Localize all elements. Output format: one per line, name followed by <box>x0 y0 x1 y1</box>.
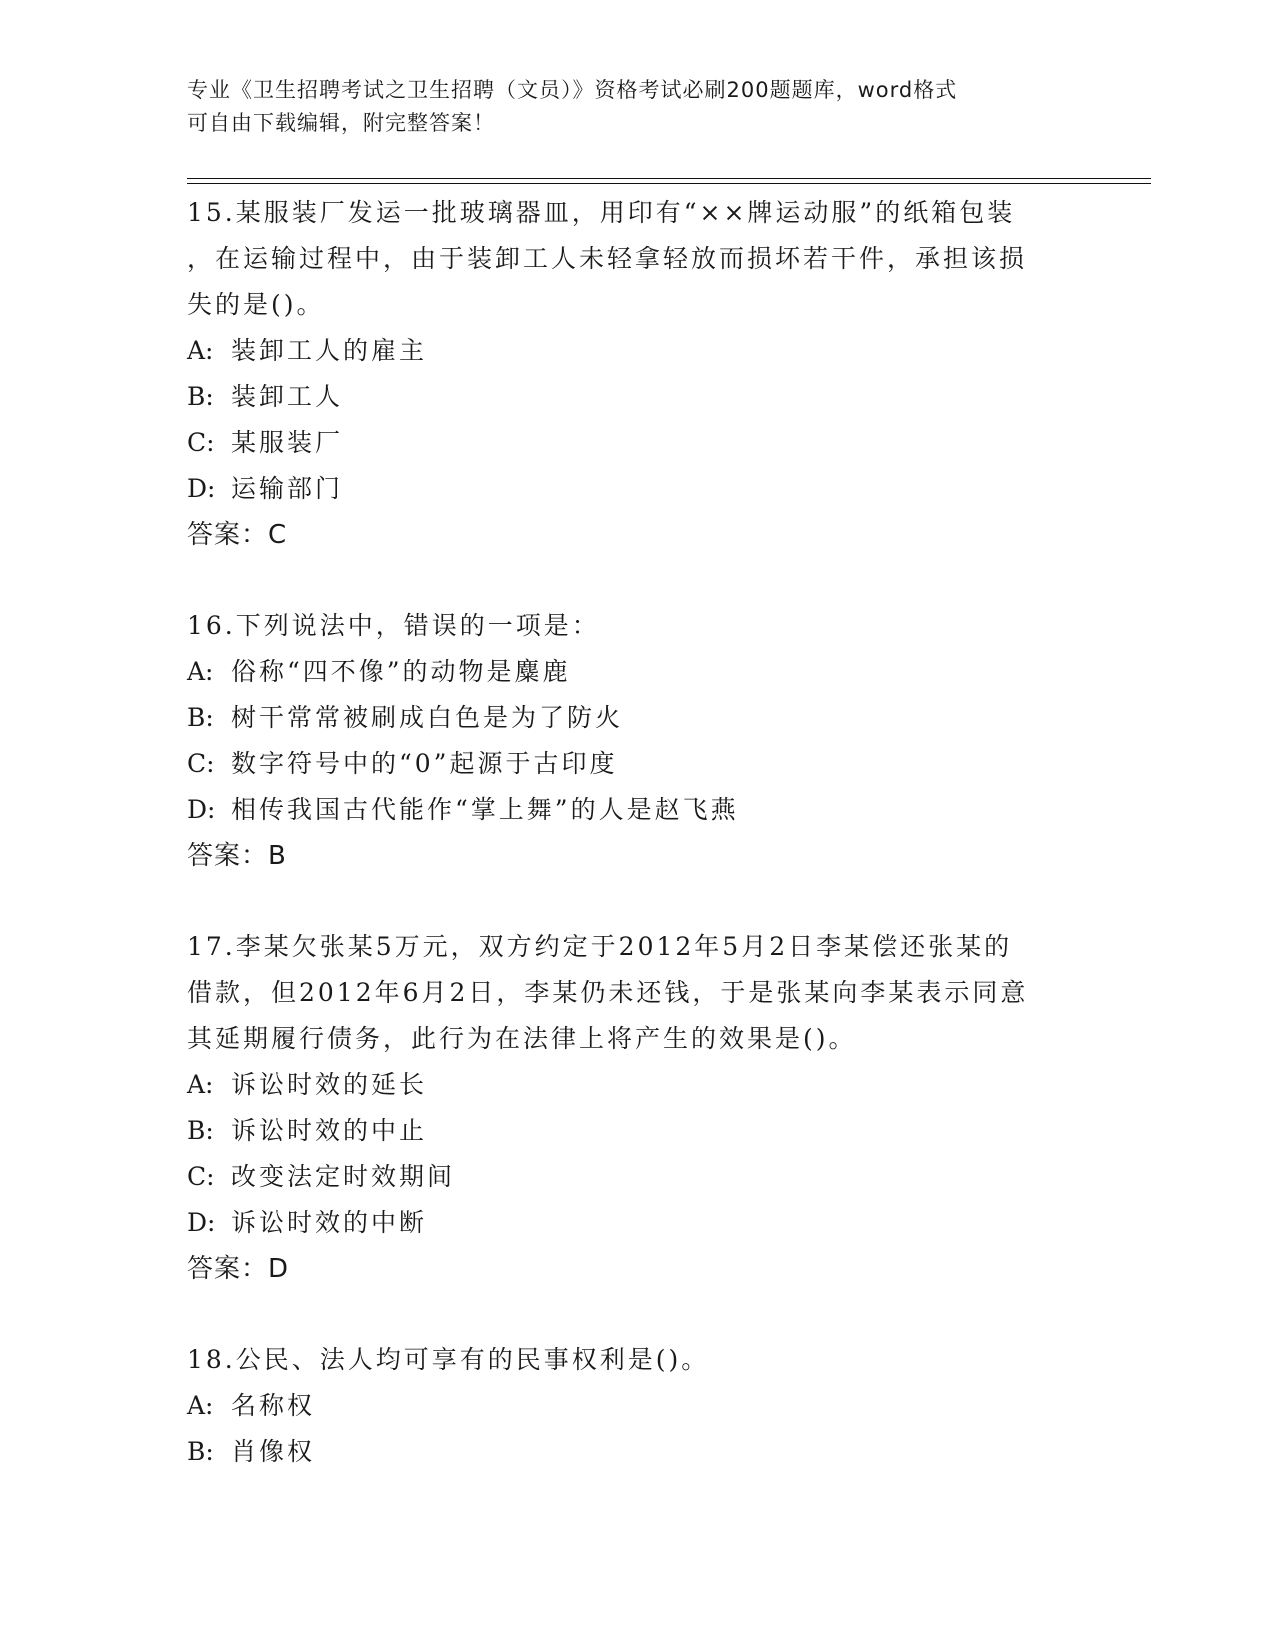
option-a <box>187 328 1087 374</box>
answer-line: 答案：D <box>187 1254 290 1284</box>
option-a <box>187 649 1087 695</box>
option-text: 装卸工人 <box>231 382 344 411</box>
option-text: 肖像权 <box>231 1437 316 1466</box>
option-letter: D: <box>187 795 216 824</box>
option-letter: C: <box>187 1162 215 1191</box>
option-text: 数字符号中的“0”起源于古印度 <box>231 749 618 778</box>
answer-line: 答案：C <box>187 520 288 550</box>
option-d <box>187 787 1087 833</box>
option-text: 诉讼时效的中止 <box>231 1116 428 1145</box>
question-stem-line: 借款，但2012年6月2日，李某仍未还钱，于是张某向李某表示同意 <box>187 978 1029 1007</box>
option-letter: D: <box>187 474 216 503</box>
option-a <box>187 1383 1087 1429</box>
option-text: 名称权 <box>231 1391 316 1420</box>
option-letter: A: <box>187 657 214 686</box>
question-stem-line: 其延期履行债务，此行为在法律上将产生的效果是()。 <box>187 1024 857 1053</box>
option-text: 诉讼时效的延长 <box>231 1070 428 1099</box>
option-d <box>187 1200 1087 1246</box>
header-divider-bottom <box>187 183 1151 184</box>
option-b <box>187 374 1087 420</box>
question-15 <box>187 190 1087 558</box>
option-text: 诉讼时效的中断 <box>231 1208 428 1237</box>
question-stem-line: 16.下列说法中，错误的一项是： <box>187 611 600 640</box>
option-c <box>187 1154 1087 1200</box>
option-letter: D: <box>187 1208 216 1237</box>
option-text: 相传我国古代能作“掌上舞”的人是赵飞燕 <box>231 795 739 824</box>
header-divider-top <box>187 178 1151 179</box>
option-text: 树干常常被刷成白色是为了防火 <box>231 703 624 732</box>
option-c <box>187 420 1087 466</box>
option-letter: B: <box>187 382 214 411</box>
option-letter: B: <box>187 1437 214 1466</box>
header-line-1: 专业《卫生招聘考试之卫生招聘（文员）》资格考试必刷200题题库，word格式 <box>187 78 958 102</box>
document-header <box>187 74 1087 140</box>
option-a <box>187 1062 1087 1108</box>
option-b <box>187 695 1087 741</box>
question-spacer <box>187 558 1087 603</box>
question-stem-line: ，在运输过程中，由于装卸工人未轻拿轻放而损坏若干件，承担该损 <box>187 244 1028 273</box>
option-letter: B: <box>187 703 214 732</box>
question-18 <box>187 1337 1087 1475</box>
option-letter: C: <box>187 428 215 457</box>
answer-line: 答案：B <box>187 841 287 871</box>
question-stem-line: 18.公民、法人均可享有的民事权利是()。 <box>187 1345 710 1374</box>
question-stem-line: 17.李某欠张某5万元，双方约定于2012年5月2日李某偿还张某的 <box>187 932 1013 961</box>
option-b <box>187 1429 1087 1475</box>
question-spacer <box>187 879 1087 924</box>
option-text: 改变法定时效期间 <box>231 1162 456 1191</box>
question-spacer <box>187 1292 1087 1337</box>
option-text: 俗称“四不像”的动物是麋鹿 <box>231 657 571 686</box>
option-b <box>187 1108 1087 1154</box>
option-letter: A: <box>187 1391 214 1420</box>
question-17 <box>187 924 1087 1292</box>
option-letter: C: <box>187 749 215 778</box>
question-stem-line: 15.某服装厂发运一批玻璃器皿，用印有“××牌运动服”的纸箱包装 <box>187 198 1016 227</box>
header-line-2: 可自由下载编辑，附完整答案！ <box>187 111 495 135</box>
option-c <box>187 741 1087 787</box>
option-letter: B: <box>187 1116 214 1145</box>
option-text: 装卸工人的雇主 <box>231 336 428 365</box>
question-16 <box>187 603 1087 879</box>
option-text: 运输部门 <box>231 474 344 503</box>
option-text: 某服装厂 <box>231 428 344 457</box>
question-stem-line: 失的是()。 <box>187 290 325 319</box>
question-list <box>187 190 1087 1475</box>
option-letter: A: <box>187 336 214 365</box>
option-letter: A: <box>187 1070 214 1099</box>
option-d <box>187 466 1087 512</box>
